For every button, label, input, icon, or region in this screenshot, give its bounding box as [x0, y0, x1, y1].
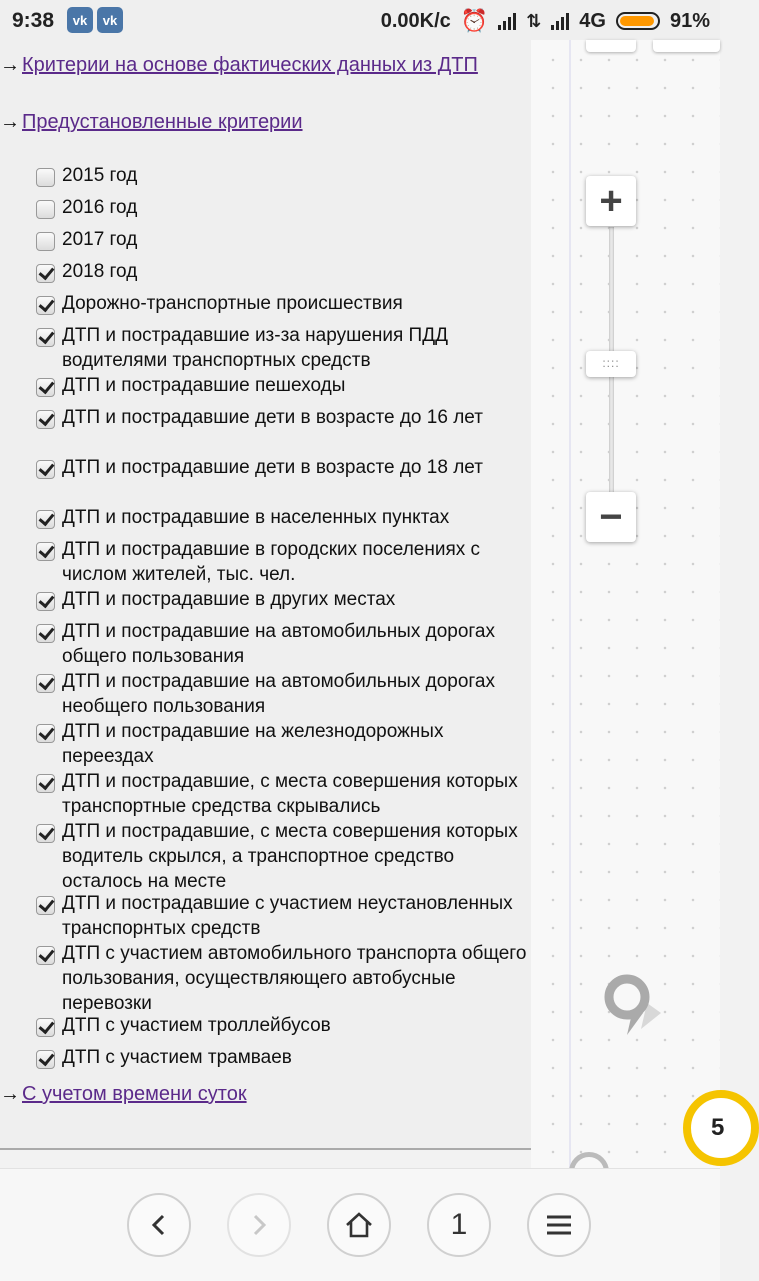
- criterion-item[interactable]: [36, 405, 531, 430]
- criterion-item[interactable]: [36, 291, 531, 316]
- zoom-out-button[interactable]: −: [586, 492, 636, 542]
- map-control-button[interactable]: [586, 40, 636, 52]
- criterion-checkbox[interactable]: [36, 724, 55, 743]
- criterion-item[interactable]: [36, 505, 531, 530]
- criterion-checkbox[interactable]: [36, 378, 55, 397]
- signal-icon: [551, 12, 569, 30]
- signal-icon: [498, 12, 516, 30]
- forward-button[interactable]: [227, 1193, 291, 1257]
- criterion-checkbox[interactable]: [36, 460, 55, 479]
- criterion-label: ДТП и пострадавшие дети в возрасте до 16 лет: [62, 407, 483, 428]
- criterion-checkbox[interactable]: [36, 232, 55, 251]
- menu-icon: [545, 1214, 573, 1236]
- criterion-item[interactable]: [36, 719, 531, 769]
- criterion-label: 2015 год: [62, 165, 138, 186]
- criterion-label: ДТП и пострадавшие, с места совершения которых транспортные средства скрывались: [62, 771, 518, 817]
- criterion-label: ДТП с участием автомобильного транспорта общего пользования, осуществляющего автобусные перевозки: [62, 943, 527, 1014]
- criterion-checkbox[interactable]: [36, 410, 55, 429]
- criterion-checkbox[interactable]: [36, 674, 55, 693]
- data-transfer-icon: ⇅: [526, 10, 542, 31]
- criterion-item[interactable]: [36, 163, 531, 188]
- criterion-item[interactable]: [36, 227, 531, 252]
- map-area[interactable]: [531, 40, 725, 1168]
- alarm-icon: ⏰: [460, 8, 489, 33]
- criterion-checkbox[interactable]: [36, 774, 55, 793]
- status-bar: [0, 0, 720, 40]
- criterion-checkbox[interactable]: [36, 542, 55, 561]
- criterion-checkbox[interactable]: [36, 1018, 55, 1037]
- arrow-right-icon: →: [0, 1083, 20, 1105]
- criterion-checkbox[interactable]: [36, 328, 55, 347]
- criterion-item[interactable]: [36, 941, 531, 1016]
- vk-notification-icon: vk: [67, 7, 93, 33]
- criterion-label: ДТП и пострадавшие на железнодорожных переездах: [62, 721, 444, 767]
- link-time-of-day[interactable]: С учетом времени суток: [22, 1083, 247, 1105]
- chevron-left-icon: [147, 1213, 171, 1237]
- map-marker-icon[interactable]: [603, 973, 663, 1043]
- chevron-right-icon: [247, 1213, 271, 1237]
- criterion-label: ДТП и пострадавшие в населенных пунктах: [62, 507, 450, 528]
- criterion-checkbox[interactable]: [36, 168, 55, 187]
- menu-button[interactable]: [527, 1193, 591, 1257]
- criterion-checkbox[interactable]: [36, 200, 55, 219]
- criterion-label: ДТП и пострадавшие, с места совершения которых водитель скрылся, а транспортное средство осталось на месте: [62, 821, 518, 892]
- criteria-panel: [0, 40, 531, 1150]
- browser-nav-bar: [0, 1168, 720, 1281]
- criterion-item[interactable]: [36, 769, 531, 819]
- criterion-label: ДТП с участием троллейбусов: [62, 1015, 331, 1036]
- home-icon: [344, 1211, 374, 1239]
- criterion-label: ДТП и пострадавшие пешеходы: [62, 375, 346, 396]
- map-control-button[interactable]: [653, 40, 720, 52]
- criterion-item[interactable]: [36, 587, 531, 612]
- criterion-item[interactable]: [36, 1045, 531, 1070]
- criterion-checkbox[interactable]: [36, 510, 55, 529]
- criterion-label: 2018 год: [62, 261, 138, 282]
- map-road: [569, 40, 571, 1168]
- criterion-label: 2017 год: [62, 229, 138, 250]
- criterion-checkbox[interactable]: [36, 296, 55, 315]
- vk-notification-icon: vk: [97, 7, 123, 33]
- criterion-checkbox[interactable]: [36, 896, 55, 915]
- status-time: 9:38: [12, 9, 55, 32]
- criterion-item[interactable]: [36, 619, 531, 669]
- map-cluster-badge[interactable]: 5: [683, 1090, 759, 1166]
- criterion-checkbox[interactable]: [36, 824, 55, 843]
- criterion-item[interactable]: [36, 537, 531, 587]
- home-button[interactable]: [327, 1193, 391, 1257]
- back-button[interactable]: [127, 1193, 191, 1257]
- criterion-label: ДТП и пострадавшие с участием неустановленных транспорнтых средств: [62, 893, 513, 939]
- criterion-item[interactable]: [36, 259, 531, 284]
- section-time-of-day: [0, 1083, 247, 1106]
- tabs-button[interactable]: [427, 1193, 491, 1257]
- criterion-label: ДТП и пострадавшие в других местах: [62, 589, 396, 610]
- section-preset: [0, 111, 303, 134]
- criterion-item[interactable]: [36, 455, 531, 480]
- arrow-right-icon: →: [0, 54, 20, 76]
- status-indicators: [381, 8, 710, 34]
- tabs-count: 1: [450, 1208, 468, 1241]
- link-preset-criteria[interactable]: Предустановленные критерии: [22, 111, 303, 133]
- criterion-checkbox[interactable]: [36, 946, 55, 965]
- criterion-checkbox[interactable]: [36, 264, 55, 283]
- zoom-in-button[interactable]: +: [586, 176, 636, 226]
- criterion-label: 2016 год: [62, 197, 138, 218]
- criterion-checkbox[interactable]: [36, 624, 55, 643]
- criterion-item[interactable]: [36, 1013, 531, 1038]
- criterion-item[interactable]: [36, 891, 531, 941]
- criterion-label: ДТП и пострадавшие на автомобильных дорогах общего пользования: [62, 621, 495, 667]
- criterion-item[interactable]: [36, 819, 531, 894]
- network-speed: 0.00K/с: [380, 9, 451, 32]
- criterion-item[interactable]: [36, 195, 531, 220]
- battery-icon: [616, 12, 660, 30]
- criterion-label: ДТП и пострадавшие в городских поселениях с числом жителей, тыс. чел.: [62, 539, 481, 585]
- criterion-checkbox[interactable]: [36, 592, 55, 611]
- network-type: 4G: [579, 9, 606, 32]
- section-factual: [0, 54, 478, 77]
- criterion-label: ДТП и пострадавшие на автомобильных дорогах необщего пользования: [62, 671, 495, 717]
- criterion-label: ДТП и пострадавшие дети в возрасте до 18 лет: [62, 457, 483, 478]
- battery-level: 91%: [669, 9, 710, 32]
- criterion-label: Дорожно-транспортные происшествия: [62, 293, 403, 314]
- criterion-item[interactable]: [36, 669, 531, 719]
- criterion-item[interactable]: [36, 323, 531, 373]
- link-factual-criteria[interactable]: Критерии на основе фактических данных из ДТП: [22, 54, 478, 76]
- criterion-checkbox[interactable]: [36, 1050, 55, 1069]
- zoom-slider-handle[interactable]: ::::: [586, 351, 636, 377]
- criterion-item[interactable]: [36, 373, 531, 398]
- criterion-label: ДТП с участием трамваев: [62, 1047, 292, 1068]
- criterion-label: ДТП и пострадавшие из-за нарушения ПДД водителями транспортных средств: [62, 325, 448, 371]
- arrow-right-icon: →: [0, 111, 20, 133]
